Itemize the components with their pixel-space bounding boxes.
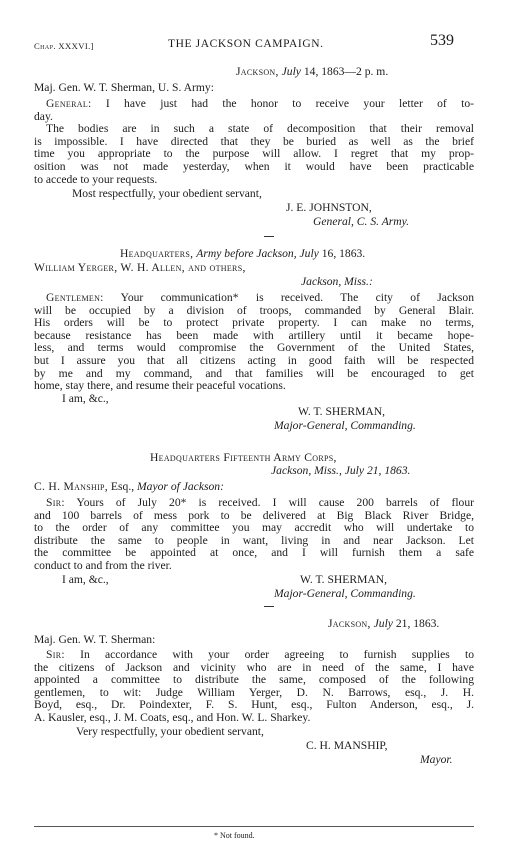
section-divider: [264, 606, 274, 607]
letter-body: Gentlemen: Your communication* is received. The city of Jackson will be occupied by a division of troops, commanded by General Blair. His orders will be to protect private property. I can make no terms, because resistance has been made with artillery until it became hope- less, and terms would compromise the Government of the United States, but I assure you that all citizens acting in good faith will be respected by me and my command, and that families will be encouraged to get home, stay there, and resume their peaceful vocations.: [34, 291, 474, 393]
addressee: C. H. Manship, Esq., Mayor of Jackson:: [34, 480, 224, 493]
closing: Very respectfully, your obedient servant,: [76, 725, 264, 738]
signer-rank: Major-General, Commanding.: [274, 587, 416, 600]
letter-body: General: I have just had the honor to receive your letter of to- day. The bodies are in such a state of decomposition that their removal is impossible. I have directed that they be buried as well as the brief time you appropriate to the purpose will allow. I regret that my prop- osition was not made yesterday, when it would have been practicable to accede to your requests.: [34, 97, 474, 186]
footnote-rule: [34, 826, 474, 827]
heading-date: Jackson, Miss., July 21, 1863.: [271, 464, 411, 477]
addressee: Maj. Gen. W. T. Sherman, U. S. Army:: [34, 81, 214, 94]
letter-body: Sir: Yours of July 20* is received. I will cause 200 barrels of flour and 100 barrels of mess pork to be delivered at Big Black River Bridge, to the order of any committee you may accredit who will undertake to distribute the same to people in want, living in and near Jackson. Let the committee be appointed at once, and I will furnish them a safe conduct to and from the river.: [34, 496, 474, 572]
letter-body: Sir: In accordance with your order agreeing to furnish supplies to the citizens of Jackson and vicinity who are in need of the same, I have appointed a committee to distribute the same, composed of the following gentlemen, to wit: Judge William Yerger, D. N. Barrows, esq., J. H. Boyd, esq., Dr. Poindexter, F. S. Hunt, esq., Fulton Anderson, esq., J. A. Kausler, esq., J. M. Coats, esq., and Hon. W. L. Sharkey.: [34, 648, 474, 724]
closing: I am, &c.,: [62, 573, 109, 586]
letter-heading: Headquarters, Army before Jackson, July 16, 1863.: [120, 247, 366, 260]
page-title: THE JACKSON CAMPAIGN.: [168, 38, 324, 50]
section-divider: [264, 236, 274, 237]
signature: C. H. MANSHIP,: [306, 739, 388, 752]
signer-rank: General, C. S. Army.: [313, 215, 410, 228]
signature: W. T. SHERMAN,: [298, 405, 386, 418]
dateline: Jackson, July 14, 1863—2 p. m.: [236, 65, 389, 78]
footnote: * Not found.: [214, 831, 255, 840]
letter-heading: Headquarters Fifteenth Army Corps,: [150, 451, 337, 464]
signer-rank: Major-General, Commanding.: [274, 419, 416, 432]
signer-rank: Mayor.: [420, 753, 453, 766]
addressee-location: Jackson, Miss.:: [301, 275, 373, 288]
page-number: 539: [430, 32, 454, 49]
closing: I am, &c.,: [62, 392, 109, 405]
signature: J. E. JOHNSTON,: [286, 201, 372, 214]
addressee: William Yerger, W. H. Allen, and others,: [34, 261, 246, 274]
chapter-label: Chap. XXXVI.]: [34, 41, 94, 51]
closing: Most respectfully, your obedient servant,: [72, 187, 262, 200]
dateline: Jackson, July 21, 1863.: [328, 617, 440, 630]
signature: W. T. SHERMAN,: [300, 573, 388, 586]
addressee: Maj. Gen. W. T. Sherman:: [34, 633, 156, 646]
